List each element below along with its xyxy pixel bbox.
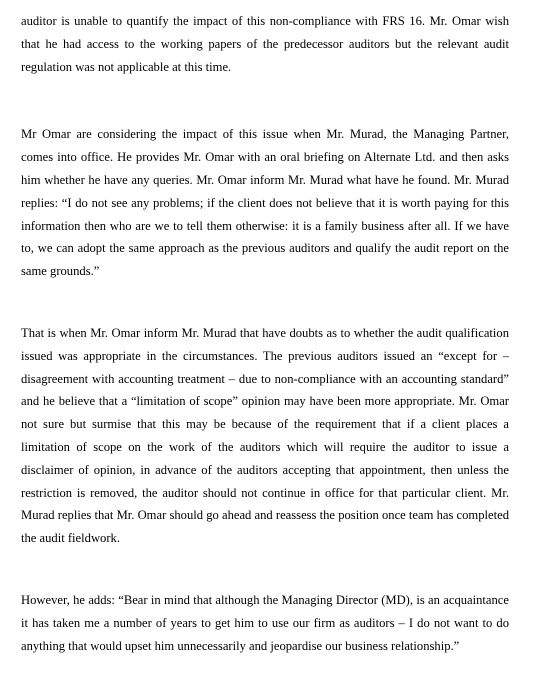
paragraph-3: That is when Mr. Omar inform Mr. Murad that have doubts as to whether the audit qualification issued was appropriate in the circumstances. The previous auditors issued an “except for – disagreement with accounting treatment – due to non-compliance with an accounting standard” and he believe that a “limitation of scope” opinion may have been more appropriate. Mr. Omar not sure but surmise that this may be because of the requirement that if a client places a limitation of scope on the work of the auditors which will require the auditor to issue a disclaimer of opinion, in advance of the auditors accepting that appointment, then unless the restriction is removed, the auditor should not continue in office for that particular client. Mr. Murad replies that Mr. Omar should go ahead and reassess the position once team has completed the audit fieldwork. bbox=[21, 325, 509, 546]
paragraph-4: However, he adds: “Bear in mind that although the Managing Director (MD), is an acquaintance it has taken me a number of years to get him to use our firm as auditors – I do not want to do anything that would upset him unnecessarily and jeopardise our business relationship.” bbox=[21, 592, 509, 653]
paragraph-2: Mr Omar are considering the impact of this issue when Mr. Murad, the Managing Partner, comes into office. He provides Mr. Omar with an oral briefing on Alternate Ltd. and then asks him whether he have any queries. Mr. Omar inform Mr. Murad what have he found. Mr. Murad replies: “I do not see any problems; if the client does not believe that it is worth paying for this information then who are we to tell them otherwise: it is a family business after all. If we have to, we can adopt the same approach as the previous auditors and qualify the audit report on the same grounds.” bbox=[21, 127, 509, 279]
paragraph-gap bbox=[21, 550, 509, 589]
paragraph-gap bbox=[21, 78, 509, 123]
document-page bbox=[21, 10, 509, 657]
paragraph-gap bbox=[21, 283, 509, 322]
paragraph-1: auditor is unable to quantify the impact of this non-compliance with FRS 16. Mr. Omar wish that he had access to the working papers of the predecessor auditors but the relevant audit regulation was not applicable at this time. bbox=[21, 14, 509, 74]
